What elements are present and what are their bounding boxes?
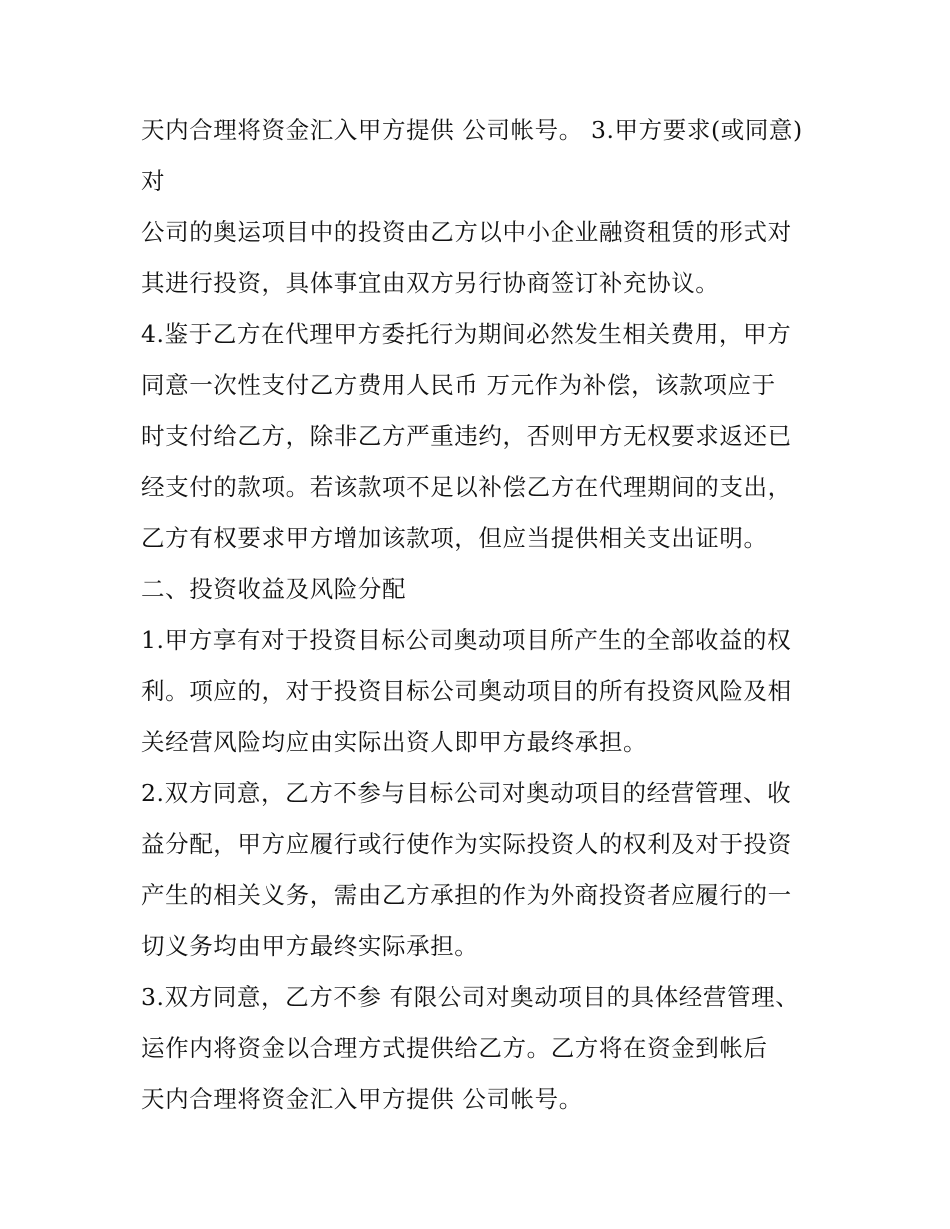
- text-line-4: 其进行投资，具体事宜由双方另行协商签订补充协议。: [141, 269, 720, 297]
- text-line-3: 公司的奥运项目中的投资由乙方以中小企业融资租赁的形式对: [141, 218, 792, 246]
- text-line-15: 益分配，甲方应履行或行使作为实际投资人的权利及对于投资: [141, 830, 792, 858]
- text-line-13: 关经营风险均应由实际出资人即甲方最终承担。: [141, 728, 648, 756]
- text-line-5: 4.鉴于乙方在代理甲方委托行为期间必然发生相关费用，甲方: [141, 320, 792, 348]
- text-line-18: 3.双方同意，乙方不参 有限公司对奥动项目的具体经营管理、: [141, 983, 800, 1011]
- text-line-1: 天内合理将资金汇入甲方提供 公司帐号。 3.甲方要求(或同意): [141, 116, 803, 144]
- text-line-20: 天内合理将资金汇入甲方提供 公司帐号。: [141, 1085, 583, 1113]
- text-line-12: 利。项应的，对于投资目标公司奥动项目的所有投资风险及相: [141, 677, 792, 705]
- text-line-2: 对: [141, 167, 166, 195]
- section-heading: 二、投资收益及风险分配: [141, 575, 407, 603]
- text-line-9: 乙方有权要求甲方增加该款项，但应当提供相关支出证明。: [141, 524, 768, 552]
- text-line-14: 2.双方同意，乙方不参与目标公司对奥动项目的经营管理、收: [141, 779, 792, 807]
- text-line-19: 运作内将资金以合理方式提供给乙方。乙方将在资金到帐后: [141, 1034, 768, 1062]
- text-line-8: 经支付的款项。若该款项不足以补偿乙方在代理期间的支出，: [141, 473, 792, 501]
- text-line-16: 产生的相关义务，需由乙方承担的作为外商投资者应履行的一: [141, 881, 792, 909]
- text-line-11: 1.甲方享有对于投资目标公司奥动项目所产生的全部收益的权: [141, 626, 792, 654]
- text-line-6: 同意一次性支付乙方费用人民币 万元作为补偿，该款项应于: [141, 371, 776, 399]
- text-line-17: 切义务均由甲方最终实际承担。: [141, 932, 479, 960]
- text-line-7: 时支付给乙方，除非乙方严重违约，否则甲方无权要求返还已: [141, 422, 792, 450]
